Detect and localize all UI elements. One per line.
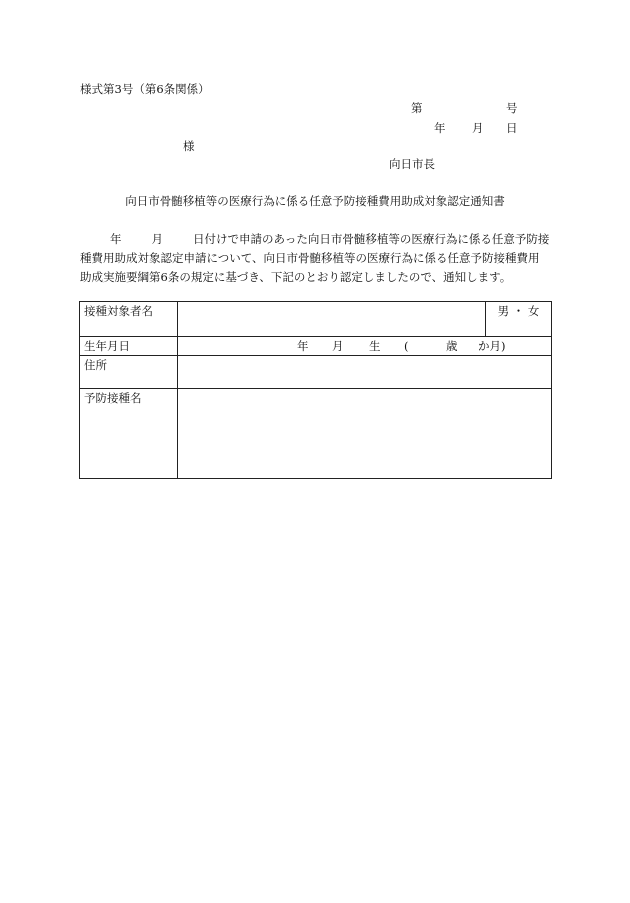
- address-row: [80, 356, 552, 389]
- document-title: 向日市骨髄移植等の医療行為に係る任意予防接種費用助成対象認定通知書: [125, 194, 505, 208]
- addressee-suffix: 様: [183, 139, 195, 153]
- address-value-cell[interactable]: [178, 356, 552, 389]
- body-line-3: 助成実施要綱第6条の規定に基づき、下記のとおり認定しましたので、通知します。: [80, 270, 512, 284]
- sex-cell[interactable]: 男 ・ 女: [486, 302, 552, 337]
- dob-value-cell[interactable]: [178, 337, 552, 356]
- dob-birth-label: 生: [369, 339, 381, 353]
- name-value-cell[interactable]: [178, 302, 486, 337]
- dob-age-label: 歳: [446, 339, 458, 353]
- body-line-1-text: 日付けで申請のあった向日市骨髄移植等の医療行為に係る任意予防接: [193, 232, 550, 246]
- name-row: [80, 302, 552, 337]
- vaccine-label: 予防接種名: [80, 389, 178, 479]
- dob-months-label: か月): [478, 339, 506, 353]
- number-prefix: 第: [411, 101, 423, 115]
- date-day-label: 日: [506, 121, 518, 135]
- name-label: 接種対象者名: [80, 302, 178, 337]
- body-year-label: 年: [110, 232, 122, 246]
- dob-paren-open: (: [404, 339, 409, 353]
- date-month-label: 月: [472, 121, 484, 135]
- recipient-info-table: [79, 301, 552, 479]
- form-code: 様式第3号（第6条関係）: [80, 82, 210, 96]
- dob-year-label: 年: [297, 339, 309, 353]
- number-suffix: 号: [506, 101, 518, 115]
- vaccine-row: [80, 389, 552, 479]
- body-paragraph: [80, 230, 560, 287]
- address-label: 住所: [80, 356, 178, 389]
- dob-label: 生年月日: [80, 337, 178, 356]
- body-month-label: 月: [151, 232, 163, 246]
- issuer-name: 向日市長: [389, 157, 435, 171]
- body-line-1: [80, 230, 560, 249]
- vaccine-value-cell[interactable]: [178, 389, 552, 479]
- dob-month-label: 月: [332, 339, 344, 353]
- date-year-label: 年: [434, 121, 446, 135]
- body-line-2: 種費用助成対象認定申請について、向日市骨髄移植等の医療行為に係る任意予防接種費用: [80, 251, 540, 265]
- dob-row: [80, 337, 552, 356]
